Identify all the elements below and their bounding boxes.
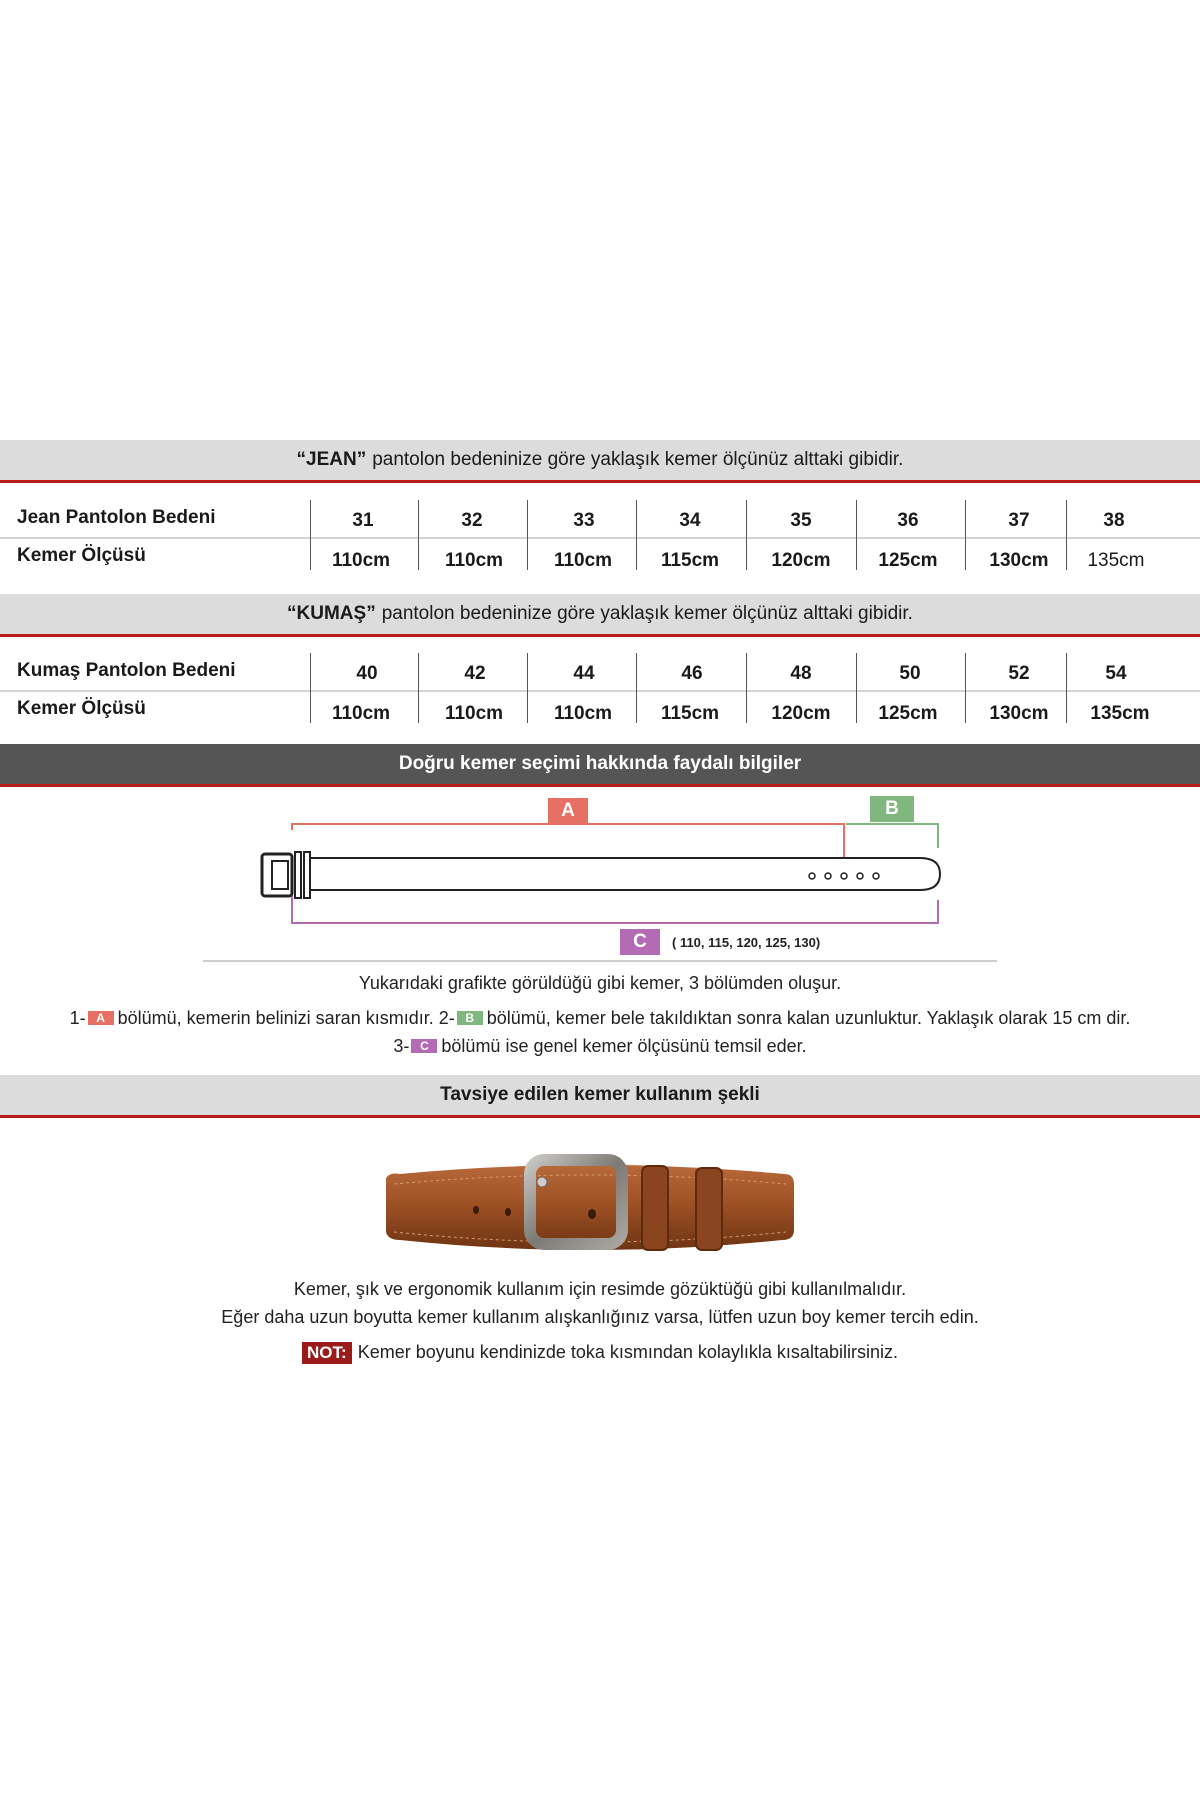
jean-belt-cell: 110cm xyxy=(553,550,613,571)
kumas-belt-cell: 110cm xyxy=(331,703,391,724)
jean-header-bold: “JEAN” xyxy=(296,449,367,470)
guide-line-2-part-a: bölümü, kemerin belinizi saran kısmıdır. 2- xyxy=(117,1008,455,1028)
jean-belt-cell: 120cm xyxy=(771,550,831,571)
guide-line-3 xyxy=(0,1036,1200,1057)
kumas-size-columns xyxy=(0,645,1200,737)
kumas-size-cell: 42 xyxy=(464,663,486,684)
jean-belt-cell: 110cm xyxy=(331,550,391,571)
jean-size-cell: 35 xyxy=(790,510,812,531)
guide-line-3-text: bölümü ise genel kemer ölçüsünü temsil eder. xyxy=(441,1036,807,1056)
belt-photo-graphic xyxy=(380,1144,800,1260)
jean-header-band xyxy=(0,440,1200,483)
guide-line-3-num: 3- xyxy=(393,1036,410,1056)
jean-size-row-label: Jean Pantolon Bedeni xyxy=(17,507,216,528)
mini-tag-a: A xyxy=(88,1011,114,1025)
belt-photo xyxy=(380,1144,800,1260)
column-divider xyxy=(527,500,528,570)
kumas-size-row-label: Kumaş Pantolon Bedeni xyxy=(17,660,236,681)
column-divider xyxy=(746,653,747,723)
jean-size-cell: 34 xyxy=(679,510,701,531)
jean-size-cell: 31 xyxy=(352,510,374,531)
jean-belt-cell: 115cm xyxy=(660,550,720,571)
jean-size-columns xyxy=(0,492,1200,584)
belt-loop xyxy=(304,852,310,898)
kumas-belt-row-label: Kemer Ölçüsü xyxy=(17,698,146,719)
column-divider xyxy=(636,653,637,723)
column-divider xyxy=(856,653,857,723)
belt-loop xyxy=(295,852,301,898)
note-badge: NOT: xyxy=(302,1342,352,1364)
column-divider xyxy=(965,500,966,570)
kumas-size-cell: 50 xyxy=(899,663,921,684)
kumas-size-cell: 44 xyxy=(573,663,595,684)
guide-line-2-num: 1- xyxy=(69,1008,86,1028)
column-divider xyxy=(527,653,528,723)
jean-size-cell: 33 xyxy=(573,510,595,531)
jean-header-text: pantolon bedeninize göre yaklaşık kemer ölçünüz alttaki gibidir. xyxy=(372,449,904,470)
jean-belt-row-label: Kemer Ölçüsü xyxy=(17,545,146,566)
belt-hole xyxy=(473,1206,479,1214)
buckle-inner xyxy=(272,861,288,889)
column-divider xyxy=(746,500,747,570)
belt-loop xyxy=(696,1168,722,1250)
kumas-header-bold: “KUMAŞ” xyxy=(287,603,376,624)
kumas-header-band xyxy=(0,594,1200,637)
belt-front-strap xyxy=(386,1165,794,1250)
guide-header-band xyxy=(0,744,1200,787)
tag-c: C xyxy=(620,929,660,955)
buckle-logo-icon xyxy=(537,1177,547,1187)
guide-line-2 xyxy=(0,1008,1200,1029)
kumas-belt-cell: 130cm xyxy=(989,703,1049,724)
jean-size-cell: 32 xyxy=(461,510,483,531)
column-divider xyxy=(418,653,419,723)
kumas-belt-cell: 120cm xyxy=(771,703,831,724)
usage-header-text: Tavsiye edilen kemer kullanım şekli xyxy=(440,1084,760,1105)
jean-size-cell: 37 xyxy=(1008,510,1030,531)
jean-size-cell: 38 xyxy=(1103,510,1125,531)
jean-size-cell: 36 xyxy=(897,510,919,531)
kumas-header-text: pantolon bedeninize göre yaklaşık kemer ölçünüz alttaki gibidir. xyxy=(381,603,913,624)
guide-line-2-part-b: bölümü, kemer bele takıldıktan sonra kalan uzunluktur. Yaklaşık olarak 15 cm dir. xyxy=(486,1008,1131,1028)
mini-tag-c: C xyxy=(411,1039,437,1053)
kumas-size-cell: 54 xyxy=(1105,663,1127,684)
belt-diagram-graphic xyxy=(240,788,960,968)
kumas-size-table xyxy=(0,645,1200,737)
usage-line-1: Kemer, şık ve ergonomik kullanım için resimde gözüktüğü gibi kullanılmalıdır. xyxy=(293,1279,907,1299)
column-divider xyxy=(636,500,637,570)
bracket-b xyxy=(846,824,938,848)
guide-divider xyxy=(203,960,997,962)
jean-belt-cell: 135cm xyxy=(1087,550,1145,571)
belt-hole xyxy=(505,1208,511,1216)
belt-loop xyxy=(642,1166,668,1250)
kumas-size-cell: 46 xyxy=(681,663,703,684)
note-text: Kemer boyunu kendinizde toka kısmından kolaylıkla kısaltabilirsiniz. xyxy=(357,1342,898,1362)
tag-a: A xyxy=(548,798,588,824)
c-values-text: ( 110, 115, 120, 125, 130) xyxy=(672,935,821,950)
jean-size-table xyxy=(0,492,1200,584)
jean-belt-cell: 125cm xyxy=(878,550,938,571)
column-divider xyxy=(965,653,966,723)
jean-belt-cell: 110cm xyxy=(444,550,504,571)
column-divider xyxy=(418,500,419,570)
kumas-size-cell: 48 xyxy=(790,663,812,684)
kumas-belt-cell: 110cm xyxy=(553,703,613,724)
guide-header-text: Doğru kemer seçimi hakkında faydalı bilgiler xyxy=(398,753,802,774)
tag-b: B xyxy=(870,796,914,822)
usage-note xyxy=(0,1342,1200,1364)
kumas-belt-cell: 115cm xyxy=(660,703,720,724)
kumas-belt-cell: 125cm xyxy=(878,703,938,724)
kumas-size-cell: 52 xyxy=(1008,663,1030,684)
column-divider xyxy=(856,500,857,570)
jean-belt-cell: 130cm xyxy=(989,550,1049,571)
usage-header-band xyxy=(0,1075,1200,1118)
kumas-size-cell: 40 xyxy=(356,663,378,684)
belt-diagram xyxy=(240,788,960,968)
kumas-belt-cell: 135cm xyxy=(1090,703,1150,724)
guide-line-1: Yukarıdaki grafikte görüldüğü gibi kemer, 3 bölümden oluşur. xyxy=(358,973,842,993)
bracket-c xyxy=(292,888,938,923)
belt-hole xyxy=(588,1209,596,1219)
mini-tag-b: B xyxy=(457,1011,483,1025)
kumas-belt-cell: 110cm xyxy=(444,703,504,724)
usage-line-2: Eğer daha uzun boyutta kemer kullanım alışkanlığınız varsa, lütfen uzun boy kemer tercih edin. xyxy=(221,1307,979,1327)
